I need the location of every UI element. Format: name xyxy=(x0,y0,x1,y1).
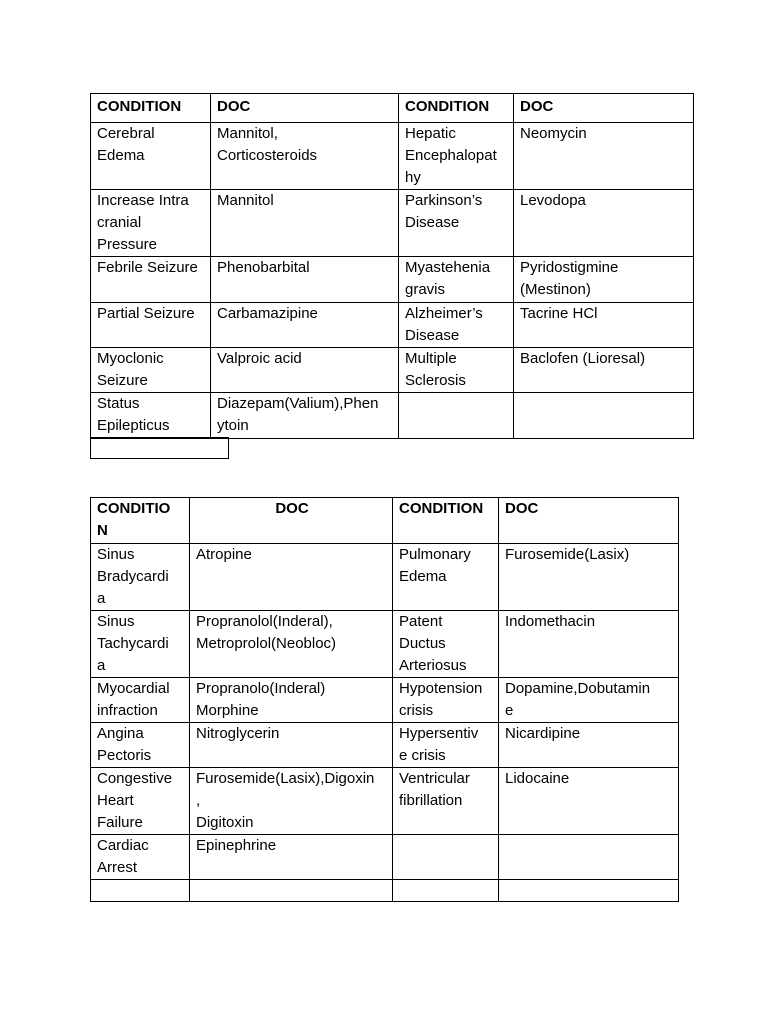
condition-cell: Partial Seizure xyxy=(91,303,211,348)
doc-cell: Nitroglycerin xyxy=(190,723,393,768)
condition-cell: Congestive Heart Failure xyxy=(91,768,190,835)
condition-cell: Ventricular fibrillation xyxy=(393,768,499,835)
doc-cell: Indomethacin xyxy=(499,611,679,678)
drug-of-choice-table-neuro xyxy=(90,93,694,439)
empty-cell xyxy=(499,880,679,902)
header-condition: CONDITION xyxy=(91,94,211,123)
doc-cell: Phenobarbital xyxy=(211,257,399,303)
table-row xyxy=(91,303,694,348)
condition-cell: Myocardial infraction xyxy=(91,678,190,723)
condition-cell: Angina Pectoris xyxy=(91,723,190,768)
header-doc: DOC xyxy=(190,498,393,544)
table-row xyxy=(91,544,679,611)
condition-cell: Alzheimer’s Disease xyxy=(399,303,514,348)
condition-cell: Hypersentiv e crisis xyxy=(393,723,499,768)
condition-cell xyxy=(393,835,499,880)
doc-cell: Propranolo(Inderal) Morphine xyxy=(190,678,393,723)
doc-cell: Epinephrine xyxy=(190,835,393,880)
header-doc: DOC xyxy=(514,94,694,123)
header-doc: DOC xyxy=(499,498,679,544)
header-condition: CONDITION xyxy=(393,498,499,544)
doc-cell: Carbamazipine xyxy=(211,303,399,348)
table-row xyxy=(91,257,694,303)
empty-cell xyxy=(393,880,499,902)
table-row xyxy=(91,678,679,723)
header-doc: DOC xyxy=(211,94,399,123)
doc-cell: Atropine xyxy=(190,544,393,611)
doc-cell: Valproic acid xyxy=(211,348,399,393)
table-row xyxy=(91,768,679,835)
condition-cell: Cardiac Arrest xyxy=(91,835,190,880)
condition-cell: Hepatic Encephalopat hy xyxy=(399,123,514,190)
table-row xyxy=(91,835,679,880)
condition-cell: Myastehenia gravis xyxy=(399,257,514,303)
condition-cell: Patent Ductus Arteriosus xyxy=(393,611,499,678)
condition-cell: Sinus Bradycardi a xyxy=(91,544,190,611)
condition-cell: Cerebral Edema xyxy=(91,123,211,190)
doc-cell: Baclofen (Lioresal) xyxy=(514,348,694,393)
doc-cell: Levodopa xyxy=(514,190,694,257)
doc-cell xyxy=(514,393,694,439)
header-condition: CONDITION xyxy=(399,94,514,123)
doc-cell: Dopamine,Dobutamin e xyxy=(499,678,679,723)
condition-cell: Status Epilepticus xyxy=(91,393,211,439)
doc-cell: Pyridostigmine (Mestinon) xyxy=(514,257,694,303)
table-row xyxy=(91,348,694,393)
drug-of-choice-table-cardio xyxy=(90,497,679,902)
condition-cell: Hypotension crisis xyxy=(393,678,499,723)
doc-cell: Neomycin xyxy=(514,123,694,190)
header-condition: CONDITIO N xyxy=(91,498,190,544)
condition-cell: Multiple Sclerosis xyxy=(399,348,514,393)
doc-cell: Mannitol, Corticosteroids xyxy=(211,123,399,190)
doc-cell: Tacrine HCl xyxy=(514,303,694,348)
table-row xyxy=(91,123,694,190)
table-header-row xyxy=(91,94,694,123)
doc-cell: Nicardipine xyxy=(499,723,679,768)
doc-cell: Furosemide(Lasix),Digoxin , Digitoxin xyxy=(190,768,393,835)
condition-cell: Sinus Tachycardi a xyxy=(91,611,190,678)
empty-table-cell xyxy=(90,437,229,459)
empty-cell xyxy=(91,880,190,902)
table-header-row xyxy=(91,498,679,544)
condition-cell: Increase Intra cranial Pressure xyxy=(91,190,211,257)
empty-cell xyxy=(190,880,393,902)
doc-cell xyxy=(499,835,679,880)
table-row xyxy=(91,190,694,257)
table-row xyxy=(91,393,694,439)
doc-cell: Furosemide(Lasix) xyxy=(499,544,679,611)
doc-cell: Diazepam(Valium),Phen ytoin xyxy=(211,393,399,439)
condition-cell: Parkinson’s Disease xyxy=(399,190,514,257)
doc-cell: Mannitol xyxy=(211,190,399,257)
table-row xyxy=(91,723,679,768)
condition-cell: Febrile Seizure xyxy=(91,257,211,303)
table-row xyxy=(91,611,679,678)
doc-cell: Lidocaine xyxy=(499,768,679,835)
condition-cell: Myoclonic Seizure xyxy=(91,348,211,393)
table-row xyxy=(91,880,679,902)
condition-cell xyxy=(399,393,514,439)
doc-cell: Propranolol(Inderal), Metroprolol(Neobloc) xyxy=(190,611,393,678)
condition-cell: Pulmonary Edema xyxy=(393,544,499,611)
